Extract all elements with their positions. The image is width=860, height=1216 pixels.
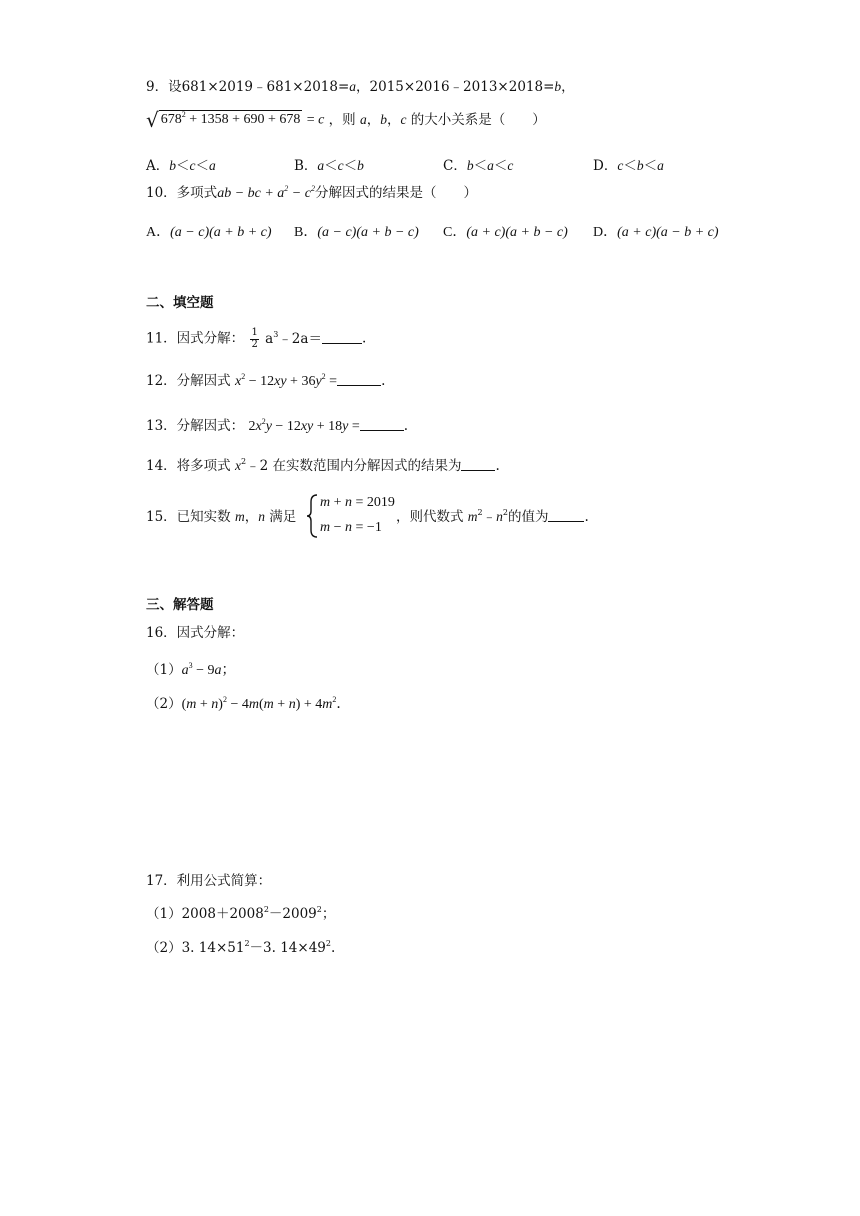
q9-line2 xyxy=(146,110,546,130)
q11-line: 11．因式分解： $\frac{1}{2}$ $a^3﹣2a=$ . xyxy=(146,327,367,350)
q15-line xyxy=(146,510,296,525)
q16-part1: $(1)a^3 - 9a$； xyxy=(146,661,236,678)
q11-fraction: $\frac{1}{2}$ xyxy=(251,327,258,350)
q9-option-c: C．b＜a＜c xyxy=(443,158,514,174)
q10-suffix: 分解因式的结果是（ ） xyxy=(314,185,477,201)
q10-option-a: A．(a − c)(a + b + c) xyxy=(146,225,272,240)
q11-blank xyxy=(322,332,362,344)
q15-suffix-line: ，则代数式 $m^2﹣n^2$的值为 . xyxy=(396,508,589,525)
q16-title: 16．因式分解： xyxy=(146,625,245,641)
q9-tail: ，则 a，b，c 的大小关系是（ ） xyxy=(328,111,546,128)
q15-system xyxy=(305,493,319,543)
q12-line: 12．分解因式 $x^2 - 12xy + 36y^2$ = . xyxy=(146,372,386,389)
q15-suffix: ，则代数式 $m^2﹣n^2$的值为 xyxy=(396,508,549,525)
q9-sqrt: √ $678^2 + 1358 + 690 + 678$ xyxy=(146,108,301,132)
q9-line1-text: 9．设681×2019﹣681×2018=a，2015×2016﹣2013×2018=b， xyxy=(146,79,575,95)
q15-prefix: 15．已知实数 m，n 满足 xyxy=(146,509,297,525)
q13-expr: $2x^2y - 12xy + 18y$ = xyxy=(248,417,360,434)
q16-part2: $(2)(m + n)^2 - 4m(m + n) + 4m^2$． xyxy=(146,695,351,712)
q17-part1: $(1)2008+2008^2-2009^2$； xyxy=(146,905,336,922)
section-2-heading: 二、填空题 xyxy=(146,295,214,311)
q10-line xyxy=(146,184,477,201)
q12-prefix: 12．分解因式 xyxy=(146,373,231,389)
brace-icon xyxy=(305,493,319,539)
q10-prefix: 10．多项式 xyxy=(146,185,218,201)
q15-blank xyxy=(548,510,584,522)
q11-expr: $a^3﹣2a=$ xyxy=(265,329,322,347)
q9-eq: = c xyxy=(306,112,325,128)
q9-option-b: B．a＜c＜b xyxy=(294,158,364,174)
q15-eq1: m + n = 2019 xyxy=(320,495,395,510)
q15-eq2: m − n = −1 xyxy=(320,520,382,535)
q17-part2: （2）3. $14\times 51^2-3$. $14\times 49^2$. xyxy=(146,939,336,956)
q17-title: 17．利用公式简算： xyxy=(146,873,272,889)
q10-option-d: D．(a + c)(a − b + c) xyxy=(593,225,719,240)
q9-option-d: D．c＜b＜a xyxy=(593,158,664,174)
q13-line: 13．分解因式： $2x^2y - 12xy + 18y$ = . xyxy=(146,417,409,434)
q12-blank xyxy=(337,374,381,386)
q10-option-b: B．(a − c)(a + b − c) xyxy=(294,225,419,240)
q11-prefix: 11．因式分解： xyxy=(146,330,245,347)
q12-expr: $x^2 - 12xy + 36y^2$ = xyxy=(234,372,338,389)
q14-line: 14．将多项式 $x^2﹣2$ 在实数范围内分解因式的结果为 . xyxy=(146,457,500,474)
q9-line1 xyxy=(146,80,575,95)
q14-blank xyxy=(461,459,495,471)
section-3-heading: 三、解答题 xyxy=(146,597,214,613)
q16-part1-expr: $a^3 - 9a$； xyxy=(181,661,236,678)
q13-blank xyxy=(360,419,404,431)
q16-part2-expr: $(m + n)^2 - 4m(m + n) + 4m^2$． xyxy=(181,695,351,712)
q10-expr: ab − bc + $a^2 - c^2$ xyxy=(217,184,315,201)
q14-text: 14．将多项式 $x^2﹣2$ 在实数范围内分解因式的结果为 xyxy=(146,457,462,474)
q13-prefix: 13．分解因式： xyxy=(146,418,245,434)
q9-option-a: A．b＜c＜a xyxy=(146,158,216,174)
q10-option-c: C．(a + c)(a + b − c) xyxy=(443,225,568,240)
